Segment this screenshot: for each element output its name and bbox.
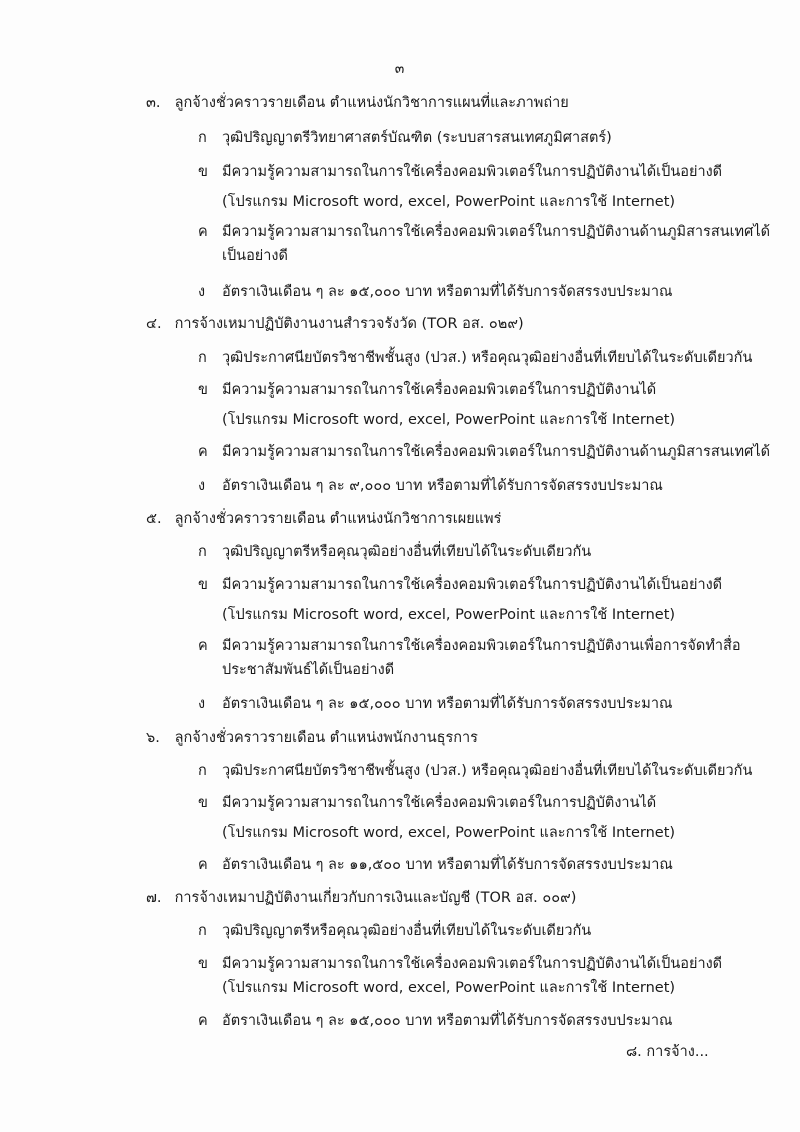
item-marker: ข [198, 577, 208, 593]
item-text: อัตราเงินเดือน ๆ ละ ๑๕,๐๐๐ บาท หรือตามที่ได้รับการจัดสรรงบประมาณ [222, 284, 673, 300]
section-5-title: ลูกจ้างชั่วคราวรายเดือน ตำแหน่งนักวิชาการเผยแพร่ [174, 511, 502, 527]
item-text-continued: เป็นอย่างดี [222, 248, 288, 264]
item-text: วุฒิประกาศนียบัตรวิชาชีพชั้นสูง (ปวส.) หรือคุณวุฒิอย่างอื่นที่เทียบได้ในระดับเดียวกัน [222, 350, 753, 366]
item-marker: ค [198, 857, 208, 873]
item-text: มีความรู้ความสามารถในการใช้เครื่องคอมพิวเตอร์ในการปฏิบัติงานได้เป็นอย่างดี [222, 164, 723, 180]
item-marker: ก [198, 763, 207, 779]
item-text: วุฒิประกาศนียบัตรวิชาชีพชั้นสูง (ปวส.) หรือคุณวุฒิอย่างอื่นที่เทียบได้ในระดับเดียวกัน [222, 763, 753, 779]
item-text: มีความรู้ความสามารถในการใช้เครื่องคอมพิวเตอร์ในการปฏิบัติงานได้เป็นอย่างดี [222, 956, 723, 972]
item-marker: ข [198, 956, 208, 972]
item-text: มีความรู้ความสามารถในการใช้เครื่องคอมพิวเตอร์ในการปฏิบัติงานได้ [222, 795, 657, 811]
item-text: มีความรู้ความสามารถในการใช้เครื่องคอมพิวเตอร์ในการปฏิบัติงานเพื่อการจัดทำสื่อ [222, 638, 741, 654]
item-marker: ก [198, 923, 207, 939]
item-text: วุฒิปริญญาตรีหรือคุณวุฒิอย่างอื่นที่เทียบได้ในระดับเดียวกัน [222, 923, 592, 939]
section-7-title: การจ้างเหมาปฏิบัติงานเกี่ยวกับการเงินและบัญชี (TOR อส. ๐๐๙) [174, 890, 577, 906]
section-3-number: ๓. [146, 95, 161, 111]
section-5-item-b-software: (โปรแกรม Microsoft word, excel, PowerPoint และการใช้ Internet) [222, 607, 676, 623]
item-marker: ง [198, 478, 206, 494]
item-marker: ข [198, 164, 208, 180]
page-number: ๓ [394, 61, 406, 77]
section-3-item-b-software: (โปรแกรม Microsoft word, excel, PowerPoint และการใช้ Internet) [222, 194, 676, 210]
section-7-heading [146, 888, 576, 908]
item-text: อัตราเงินเดือน ๆ ละ ๑๕,๐๐๐ บาท หรือตามที่ได้รับการจัดสรรงบประมาณ [222, 696, 673, 712]
item-text: มีความรู้ความสามารถในการใช้เครื่องคอมพิวเตอร์ในการปฏิบัติงานได้เป็นอย่างดี [222, 577, 723, 593]
item-marker: ข [198, 795, 208, 811]
item-marker: ค [198, 444, 208, 460]
item-text: อัตราเงินเดือน ๆ ละ ๑๑,๕๐๐ บาท หรือตามที่ได้รับการจัดสรรงบประมาณ [222, 857, 673, 873]
section-6-title: ลูกจ้างชั่วคราวรายเดือน ตำแหน่งพนักงานธุรการ [174, 730, 478, 746]
item-marker: ก [198, 130, 207, 146]
item-text: มีความรู้ความสามารถในการใช้เครื่องคอมพิวเตอร์ในการปฏิบัติงานด้านภูมิสารสนเทศได้ [222, 444, 771, 460]
item-text: วุฒิปริญญาตรีวิทยาศาสตร์บัณฑิต (ระบบสารสนเทศภูมิศาสตร์) [222, 130, 612, 146]
section-4-number: ๔. [146, 316, 162, 332]
item-text-continued: (โปรแกรม Microsoft word, excel, PowerPoint และการใช้ Internet) [222, 980, 676, 996]
item-marker: ก [198, 544, 207, 560]
item-marker: ง [198, 696, 206, 712]
item-text-continued: ประชาสัมพันธ์ได้เป็นอย่างดี [222, 662, 395, 678]
section-6-item-b-software: (โปรแกรม Microsoft word, excel, PowerPoint และการใช้ Internet) [222, 825, 676, 841]
section-6-number: ๖. [146, 730, 160, 746]
section-3-title: ลูกจ้างชั่วคราวรายเดือน ตำแหน่งนักวิชาการแผนที่และภาพถ่าย [174, 95, 569, 111]
item-text: มีความรู้ความสามารถในการใช้เครื่องคอมพิวเตอร์ในการปฏิบัติงานด้านภูมิสารสนเทศได้ [222, 224, 771, 240]
item-marker: ค [198, 638, 208, 654]
section-4-item-b-software: (โปรแกรม Microsoft word, excel, PowerPoint และการใช้ Internet) [222, 412, 676, 428]
item-marker: ก [198, 350, 207, 366]
item-marker: ค [198, 1013, 208, 1029]
section-5-number: ๕. [146, 511, 162, 527]
item-text: มีความรู้ความสามารถในการใช้เครื่องคอมพิวเตอร์ในการปฏิบัติงานได้ [222, 382, 657, 398]
item-text: วุฒิปริญญาตรีหรือคุณวุฒิอย่างอื่นที่เทียบได้ในระดับเดียวกัน [222, 544, 592, 560]
item-marker: ข [198, 382, 208, 398]
section-3-heading [146, 93, 569, 113]
section-6-heading [146, 728, 478, 748]
item-marker: ง [198, 284, 206, 300]
section-4-heading [146, 314, 524, 334]
continuation-note: ๘. การจ้าง... [626, 1044, 709, 1060]
item-marker: ค [198, 224, 208, 240]
section-7-number: ๗. [146, 890, 162, 906]
item-text: อัตราเงินเดือน ๆ ละ ๙,๐๐๐ บาท หรือตามที่ได้รับการจัดสรรงบประมาณ [222, 478, 663, 494]
section-4-title: การจ้างเหมาปฏิบัติงานงานสำรวจรังวัด (TOR อส. ๐๒๙) [174, 316, 524, 332]
item-text: อัตราเงินเดือน ๆ ละ ๑๕,๐๐๐ บาท หรือตามที่ได้รับการจัดสรรงบประมาณ [222, 1013, 673, 1029]
section-5-heading [146, 509, 501, 529]
